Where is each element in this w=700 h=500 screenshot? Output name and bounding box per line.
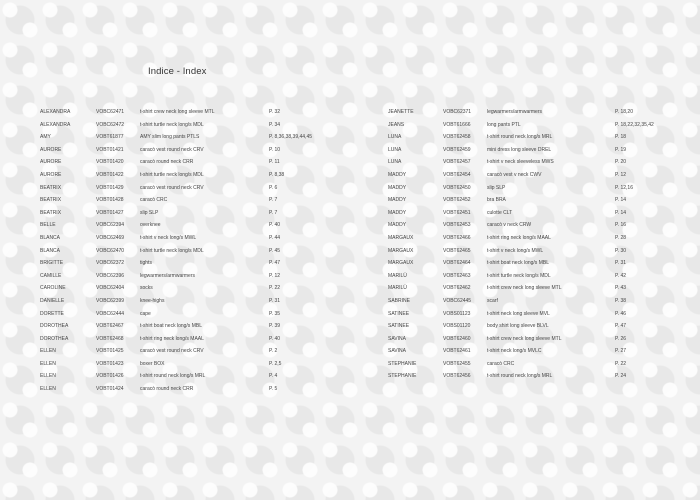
product-description: legwarmers/armwarmers	[140, 272, 196, 279]
product-name: STEPHANIE	[388, 373, 417, 380]
product-description: t-shirt ring neck long/s MAAL	[487, 234, 551, 241]
product-code: VOBC62469	[96, 234, 125, 241]
product-code: VOBS01123	[443, 310, 471, 317]
page-reference: P. 44	[269, 234, 281, 241]
page-reference: P. 40	[269, 335, 281, 342]
product-description: long pants PTL	[487, 121, 521, 128]
page-reference: P. 31	[269, 297, 281, 304]
product-description: t-shirt turtle neck long/s MDL	[140, 171, 204, 178]
page-reference: P. 39	[269, 323, 281, 330]
product-description: t-shirt v neck sleeveless MWS	[487, 159, 554, 166]
product-code: VOBT62460	[443, 335, 471, 342]
page-reference: P. 30	[615, 247, 627, 254]
product-name: SAVINA	[388, 335, 406, 342]
product-code: VOBC62404	[96, 285, 125, 292]
product-name: MADDY	[388, 171, 407, 178]
product-code: VOBT01424	[96, 386, 124, 393]
page-reference: P. 47	[269, 260, 281, 267]
product-name: MADDY	[388, 184, 407, 191]
page-reference: P. 18	[615, 134, 627, 141]
product-name: BEATRIX	[40, 209, 62, 216]
product-description: culotte CLT	[487, 209, 513, 216]
page-reference: P. 38	[615, 297, 627, 304]
product-code: VOBT01421	[96, 146, 124, 153]
page-reference: P. 7	[269, 209, 278, 216]
product-name: ALEXANDRA	[40, 121, 71, 128]
product-name: DOROTHEA	[40, 323, 69, 330]
product-name: AURORE	[40, 159, 62, 166]
product-name: BRIGITTE	[40, 260, 64, 267]
product-name: STEPHANIE	[388, 360, 417, 367]
page-reference: P. 28	[615, 234, 627, 241]
page-reference: P. 27	[615, 348, 627, 355]
product-code: VOBT62450	[443, 184, 471, 191]
product-description: caracò vest v neck CWV	[487, 171, 542, 178]
product-name: MARGAUX	[388, 260, 414, 267]
product-code: VOBC62396	[96, 272, 125, 279]
product-name: MARGAUX	[388, 247, 414, 254]
page-reference: P. 22	[269, 285, 281, 292]
product-description: caracò vest round neck CRV	[140, 184, 204, 191]
product-description: tights	[140, 260, 152, 267]
product-name: ELLEN	[40, 386, 56, 393]
product-name: LUNA	[388, 159, 402, 166]
page-reference: P. 2,5	[269, 360, 282, 367]
product-code: VOBT61877	[96, 134, 124, 141]
product-code: VOBT62459	[443, 146, 471, 153]
product-description: caracò CRC	[487, 360, 515, 367]
product-code: VOBT62455	[443, 360, 471, 367]
product-code: VOBC62399	[96, 297, 125, 304]
product-code: VOBT62464	[443, 260, 471, 267]
page-reference: P. 31	[615, 260, 627, 267]
product-name: ELLEN	[40, 373, 56, 380]
product-name: SATINEE	[388, 323, 410, 330]
page-reference: P. 14	[615, 197, 627, 204]
product-description: t-shirt crew neck long sleeve MTL	[487, 285, 562, 292]
product-description: t-shirt v neck long/s MWL	[140, 234, 197, 241]
page-reference: P. 34	[269, 121, 281, 128]
product-description: t-shirt turtle neck long/s MDL	[140, 121, 204, 128]
product-code: VOBT62458	[443, 134, 471, 141]
page-reference: P. 12,16	[615, 184, 633, 191]
product-name: BLANCA	[40, 234, 61, 241]
product-description: mini dress long sleeve DREL	[487, 146, 552, 153]
product-code: VOBT01422	[96, 171, 124, 178]
product-code: VOBT62456	[443, 373, 471, 380]
product-code: VOBT61666	[443, 121, 471, 128]
product-description: AMY slim long pants PTLS	[140, 134, 200, 141]
product-description: socks	[140, 285, 153, 292]
product-description: scarf	[487, 297, 498, 304]
product-name: MADDY	[388, 209, 407, 216]
product-description: caracò round neck CRR	[140, 386, 194, 393]
product-description: t-shirt round neck long/s MRL	[487, 134, 553, 141]
page-reference: P. 2	[269, 348, 278, 355]
product-description: caracò vest round neck CRV	[140, 348, 204, 355]
product-name: DANIELLE	[40, 297, 65, 304]
product-description: t-shirt boat neck long/s MBL	[140, 323, 202, 330]
product-description: body shirt long sleeve BLVL	[487, 323, 549, 330]
product-description: bra BRA	[487, 197, 506, 204]
product-code: VOBT62452	[443, 197, 471, 204]
product-code: VOBC62394	[96, 222, 125, 229]
product-code: VOBT62462	[443, 285, 471, 292]
page-reference: P. 32	[269, 109, 281, 115]
product-name: MADDY	[388, 197, 407, 204]
product-code: VOBT01429	[96, 184, 124, 191]
product-code: VOBT01428	[96, 197, 124, 204]
product-code: VOBC62472	[96, 121, 125, 128]
product-description: caracò vest round neck CRV	[140, 146, 204, 153]
product-name: LUNA	[388, 146, 402, 153]
page-reference: P. 12	[615, 171, 627, 178]
product-description: overknee	[140, 222, 161, 229]
product-code: VOBS01120	[443, 323, 471, 330]
product-code: VOBT62457	[443, 159, 471, 166]
product-description: t-shirt v neck long/s MWL	[487, 247, 544, 254]
product-description: t-shirt round neck long/s MRL	[140, 373, 206, 380]
product-code: VOBT62467	[96, 323, 124, 330]
product-description: t-shirt turtle neck long/s MDL	[487, 272, 551, 279]
product-name: BLANCA	[40, 247, 61, 254]
product-name: JEANS	[388, 121, 405, 128]
product-name: ELLEN	[40, 348, 56, 355]
product-name: SABRINE	[388, 297, 410, 304]
product-code: VOBC62470	[96, 247, 125, 254]
product-name: ELLEN	[40, 360, 56, 367]
product-name: CAROLINE	[40, 285, 66, 292]
product-name: DOROTHEA	[40, 335, 69, 342]
product-code: VOBC62471	[96, 109, 125, 115]
page-reference: P. 45	[269, 247, 281, 254]
product-name: JEANETTE	[388, 109, 414, 115]
product-code: VOBT62468	[96, 335, 124, 342]
product-name: CAMILLE	[40, 272, 62, 279]
product-name: MARGAUX	[388, 234, 414, 241]
product-description: caracò round neck CRR	[140, 159, 194, 166]
product-name: SAVINA	[388, 348, 406, 355]
product-name: MADDY	[388, 222, 407, 229]
product-description: t-shirt crew neck long sleeve MTL	[487, 335, 562, 342]
product-code: VOBC62444	[96, 310, 125, 317]
product-description: legwarmers/armwarmers	[487, 109, 543, 115]
page-reference: P. 18,20	[615, 109, 633, 115]
product-name: BEATRIX	[40, 184, 62, 191]
product-code: VOBC62371	[443, 109, 472, 115]
page-reference: P. 18,22,32,35,42	[615, 121, 654, 128]
page-reference: P. 42	[615, 272, 627, 279]
product-description: t-shirt crew neck long sleeve MTL	[140, 109, 215, 115]
page-reference: P. 43	[615, 285, 627, 292]
page-reference: P. 5	[269, 386, 278, 393]
product-name: MARILÙ	[388, 272, 407, 279]
page-reference: P. 12	[269, 272, 281, 279]
product-description: slip SLP	[487, 184, 506, 191]
product-description: t-shirt round neck long/s MRL	[487, 373, 553, 380]
product-name: DORETTE	[40, 310, 64, 317]
product-description: caracò CRC	[140, 197, 168, 204]
product-description: t-shirt turtle neck long/s MDL	[140, 247, 204, 254]
page-reference: P. 24	[615, 373, 627, 380]
page-reference: P. 22	[615, 360, 627, 367]
product-description: t-shirt neck long/s MVLC	[487, 348, 542, 355]
product-description: slip SLP	[140, 209, 159, 216]
product-code: VOBT01425	[96, 348, 124, 355]
product-code: VOBT62454	[443, 171, 471, 178]
product-description: t-shirt neck long sleeve MVL	[487, 310, 550, 317]
product-name: AURORE	[40, 146, 62, 153]
product-name: BEATRIX	[40, 197, 62, 204]
product-name: ALEXANDRA	[40, 109, 71, 115]
product-code: VOBT01426	[96, 373, 124, 380]
page-reference: P. 8,36,38,39,44,45	[269, 134, 313, 141]
product-code: VOBT01423	[96, 360, 124, 367]
product-name: BELLE	[40, 222, 56, 229]
product-code: VOBT62461	[443, 348, 471, 355]
page-reference: P. 47	[615, 323, 627, 330]
product-code: VOBC62372	[96, 260, 125, 267]
page-reference: P. 10	[269, 146, 281, 153]
product-code: VOBT01420	[96, 159, 124, 166]
product-code: VOBC62445	[443, 297, 472, 304]
page-reference: P. 6	[269, 184, 278, 191]
product-code: VOBT62463	[443, 272, 471, 279]
product-description: t-shirt boat neck long/s MBL	[487, 260, 549, 267]
product-description: knee-highs	[140, 297, 165, 304]
page-title: Indice - Index	[148, 66, 207, 77]
page-reference: P. 46	[615, 310, 627, 317]
page-reference: P. 16	[615, 222, 627, 229]
product-code: VOBT62465	[443, 247, 471, 254]
product-description: cape	[140, 310, 151, 317]
product-name: AMY	[40, 134, 51, 141]
page-reference: P. 4	[269, 373, 278, 380]
product-name: MARILÙ	[388, 285, 407, 292]
product-code: VOBT62466	[443, 234, 471, 241]
product-code: VOBT62453	[443, 222, 471, 229]
product-code: VOBT62451	[443, 209, 471, 216]
product-name: SATINEE	[388, 310, 410, 317]
product-name: LUNA	[388, 134, 402, 141]
product-code: VOBT01427	[96, 209, 124, 216]
page-reference: P. 7	[269, 197, 278, 204]
page-reference: P. 8,38	[269, 171, 285, 178]
product-description: boxer BOX	[140, 360, 165, 367]
page-reference: P. 40	[269, 222, 281, 229]
page-reference: P. 26	[615, 335, 627, 342]
page-reference: P. 14	[615, 209, 627, 216]
page-reference: P. 35	[269, 310, 281, 317]
product-name: AURORE	[40, 171, 62, 178]
page-reference: P. 19	[615, 146, 627, 153]
product-description: t-shirt ring neck long/s MAAL	[140, 335, 204, 342]
page-reference: P. 11	[269, 159, 280, 166]
product-description: caracò v neck CRW	[487, 222, 532, 229]
page-reference: P. 20	[615, 159, 627, 166]
